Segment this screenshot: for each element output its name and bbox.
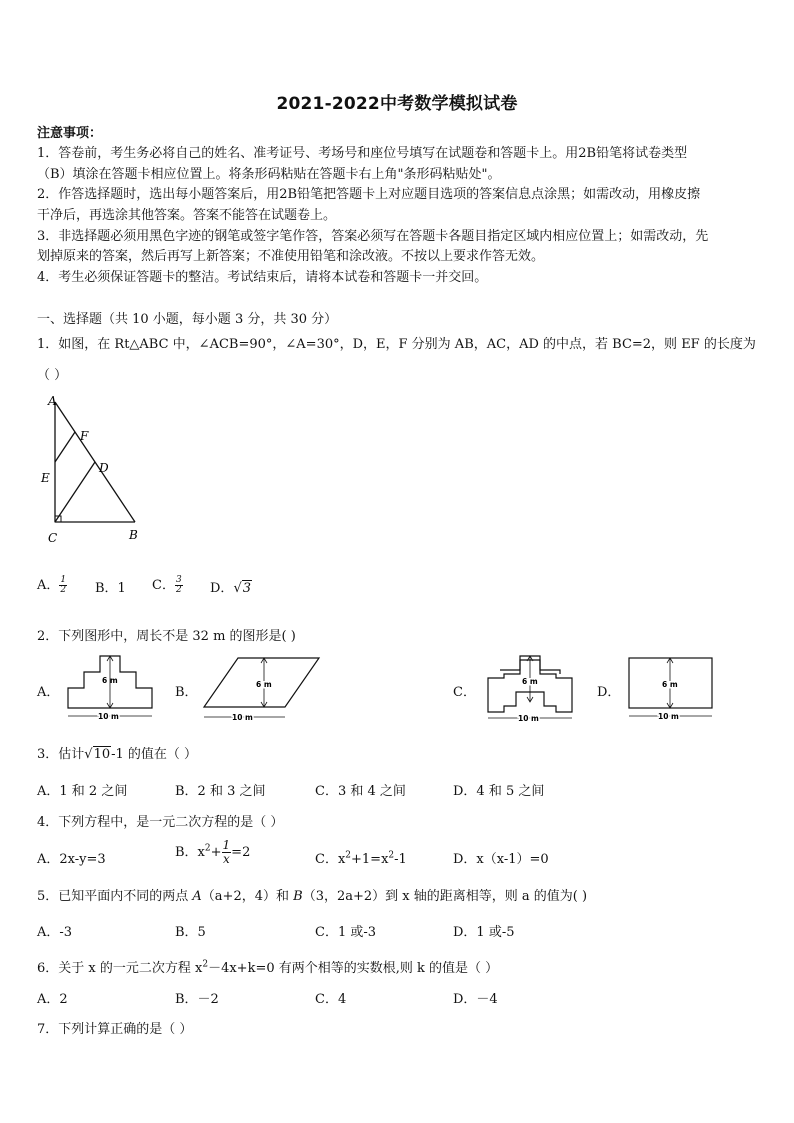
q6-option-d: D．－4	[453, 992, 498, 1007]
q5-option-b: B．5	[175, 925, 206, 940]
notice-line: （B）填涂在答题卡相应位置上。将条形码粘贴在答题卡右上角"条形码粘贴处"。	[37, 167, 501, 182]
svg-text:6 m: 6 m	[662, 680, 678, 689]
q3-option-d: D．4 和 5 之间	[453, 784, 545, 799]
vertex-label: C	[48, 531, 58, 545]
question-5-stem: 5．已知平面内不同的两点 A（a+2，4）和 B（3，2a+2）到 x 轴的距离相等，则 a 的值为( )	[37, 889, 588, 904]
svg-text:6 m: 6 m	[102, 676, 118, 685]
q6-option-c: C．4	[315, 992, 347, 1007]
stepped-shape-figure	[64, 650, 160, 724]
notice-line: 1．答卷前，考生务必将自己的姓名、准考证号、考场号和座位号填写在试题卷和答题卡上。用2B铅笔将试卷类型	[37, 146, 688, 161]
q5-option-d: D．1 或-5	[453, 925, 515, 940]
q2-option-a: A．	[37, 685, 60, 700]
q4-option-c: C．$x^2+1=x^2-1$	[315, 850, 407, 867]
vertex-label: E	[41, 471, 50, 485]
svg-text:6 m: 6 m	[522, 677, 538, 686]
question-1-stem: 1．如图，在 Rt△ABC 中，∠ACB=90°，∠A=30°，D，E，F 分别为 AB，AC，AD 的中点，若 BC=2，则 EF 的长度为	[37, 337, 756, 352]
cross-shape-figure	[484, 650, 580, 724]
q5-option-a: A．-3	[37, 925, 73, 940]
q3-option-c: C．3 和 4 之间	[315, 784, 406, 799]
vertex-label: F	[80, 429, 89, 443]
svg-text:10 m: 10 m	[232, 713, 253, 722]
q2-option-d: D．	[597, 685, 621, 700]
notice-line: 划掉原来的答案，然后再写上新答案；不准使用铅笔和涂改液。不按以上要求作答无效。	[37, 249, 545, 264]
question-4-stem: 4．下列方程中，是一元二次方程的是（ ）	[37, 815, 284, 830]
q4-option-b: B．$x^2+$ $\frac{1}{x}$ =2	[175, 838, 251, 866]
q4-option-d: D．x（x-1）=0	[453, 852, 549, 867]
triangle-figure	[40, 392, 150, 550]
notice-line: 2．作答选择题时，选出每小题答案后，用2B铅笔把答题卡上对应题目选项的答案信息点涂黑；如需改动，用橡皮擦	[37, 187, 701, 202]
q5-option-c: C．1 或-3	[315, 925, 377, 940]
q2-option-c: C．	[453, 685, 476, 700]
notice-heading: 注意事项：	[37, 126, 103, 141]
question-2-stem: 2．下列图形中，周长不是 32 m 的图形是( )	[37, 629, 296, 644]
fraction: $\frac{3}{2}$	[175, 575, 182, 595]
section-heading: 一、选择题（共 10 小题，每小题 3 分，共 30 分）	[37, 312, 338, 327]
notice-line: 3．非选择题必须用黑色字迹的钢笔或签字笔作答，答案必须写在答题卡各题目指定区域内相应位置上；如需改动，先	[37, 229, 709, 244]
option-label: A．	[37, 578, 60, 593]
vertex-label: A	[48, 394, 57, 408]
svg-text:10 m: 10 m	[518, 714, 539, 723]
q3-option-a: A．1 和 2 之间	[37, 784, 128, 799]
q3-option-b: B．2 和 3 之间	[175, 784, 266, 799]
q6-option-b: B．－2	[175, 992, 219, 1007]
q6-option-a: A．2	[37, 992, 68, 1007]
notice-line: 4．考生必须保证答题卡的整洁。考试结束后，请将本试卷和答题卡一并交回。	[37, 270, 488, 285]
fraction: $\frac{1}{2}$	[60, 575, 67, 595]
parallelogram-figure	[200, 655, 324, 727]
svg-text:10 m: 10 m	[98, 712, 119, 721]
fraction: $\frac{1}{x}$	[222, 838, 231, 866]
notice-line: 干净后，再选涂其他答案。答案不能答在试题卷上。	[37, 208, 337, 223]
q1-option-d: D．√3	[210, 581, 252, 596]
svg-text:6 m: 6 m	[256, 680, 272, 689]
vertex-label: D	[99, 461, 109, 475]
q1-option-b: B．1	[95, 581, 126, 596]
question-6-stem: 6．关于 x 的一元二次方程 $x^2-4x+k=0$ 有两个相等的实数根,则 k 的值是（ ）	[37, 959, 499, 976]
question-3-stem: 3．估计√10-1 的值在（ ）	[37, 747, 198, 762]
q1-option-a	[37, 574, 67, 595]
rectangle-figure	[624, 650, 718, 724]
q4-option-a: A．2x-y=3	[37, 852, 106, 867]
question-1-paren: （ ）	[37, 368, 68, 383]
q1-option-c: C． $\frac{3}{2}$	[152, 575, 182, 595]
q2-option-b: B．	[175, 685, 198, 700]
page-title: 2021-2022中考数学模拟试卷	[276, 94, 518, 114]
svg-text:10 m: 10 m	[658, 712, 679, 721]
vertex-label: B	[129, 528, 138, 542]
question-7-stem: 7．下列计算正确的是（ ）	[37, 1022, 193, 1037]
